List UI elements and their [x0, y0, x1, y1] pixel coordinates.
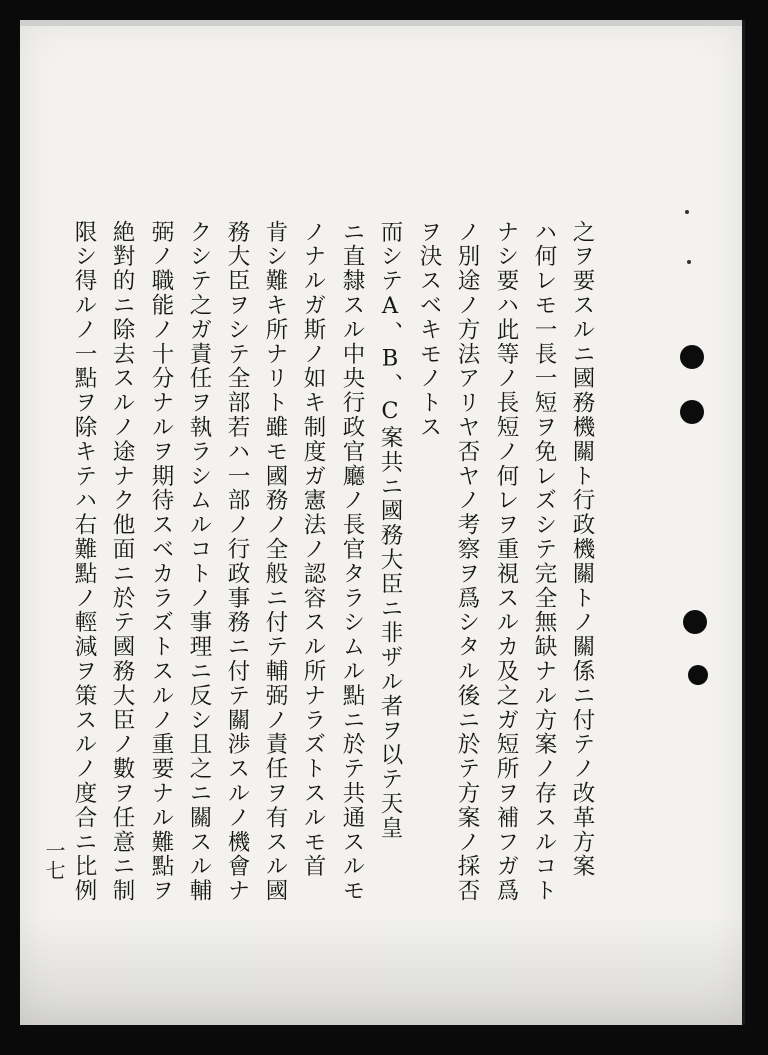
text-column-4: ノ別途ノ方法アリヤ否ヤノ考察ヲ爲シタル後ニ於テ方案ノ採否 — [454, 220, 480, 904]
text-column-1: 之ヲ要スルニ國務機關ト行政機關トノ關係ニ付テノ改革方案 — [569, 220, 595, 879]
document-page — [20, 20, 745, 1025]
text-column-14: 限シ得ルノ一點ヲ除キテハ右難點ノ輕減ヲ策スルノ度合ニ比例 — [71, 220, 97, 904]
binding-hole — [688, 665, 708, 685]
binding-hole — [680, 400, 704, 424]
binding-hole — [680, 345, 704, 369]
text-column-10: 務大臣ヲシテ全部若ハ一部ノ行政事務ニ付テ關渉スルノ機會ナ — [224, 220, 250, 904]
vertical-text-block — [60, 220, 605, 945]
speck-mark — [685, 210, 689, 214]
page-number: 一七 — [42, 840, 66, 880]
text-column-5: ヲ決スベキモノトス — [416, 220, 442, 440]
text-column-7: ニ直隸スル中央行政官廳ノ長官タラシムル點ニ於テ共通スルモ — [339, 220, 365, 904]
text-column-12: 弼ノ職能ノ十分ナルヲ期待スベカラズトスルノ重要ナル難點ヲ — [148, 220, 174, 904]
text-column-6: 而シテA、B、C案共ニ國務大臣ニ非ザル者ヲ以テ天皇 — [377, 220, 403, 841]
text-column-13: 絶對的ニ除去スルノ途ナク他面ニ於テ國務大臣ノ數ヲ任意ニ制 — [109, 220, 135, 904]
speck-mark — [687, 260, 691, 264]
text-column-3: ナシ要ハ此等ノ長短ノ何レヲ重視スルカ及之ガ短所ヲ補フガ爲 — [493, 220, 519, 904]
text-column-11: クシテ之ガ責任ヲ執ラシムルコトノ事理ニ反シ且之ニ關スル輔 — [186, 220, 212, 904]
text-column-2: ハ何レモ一長一短ヲ免レズシテ完全無缺ナル方案ノ存スルコト — [531, 220, 557, 904]
text-column-9: 肯シ難キ所ナリト雖モ國務ノ全般ニ付テ輔弼ノ責任ヲ有スル國 — [262, 220, 288, 904]
text-column-8: ノナルガ斯ノ如キ制度ガ憲法ノ認容スル所ナラズトスルモ首 — [300, 220, 326, 879]
binding-hole — [683, 610, 707, 634]
page-top-edge — [20, 20, 742, 26]
